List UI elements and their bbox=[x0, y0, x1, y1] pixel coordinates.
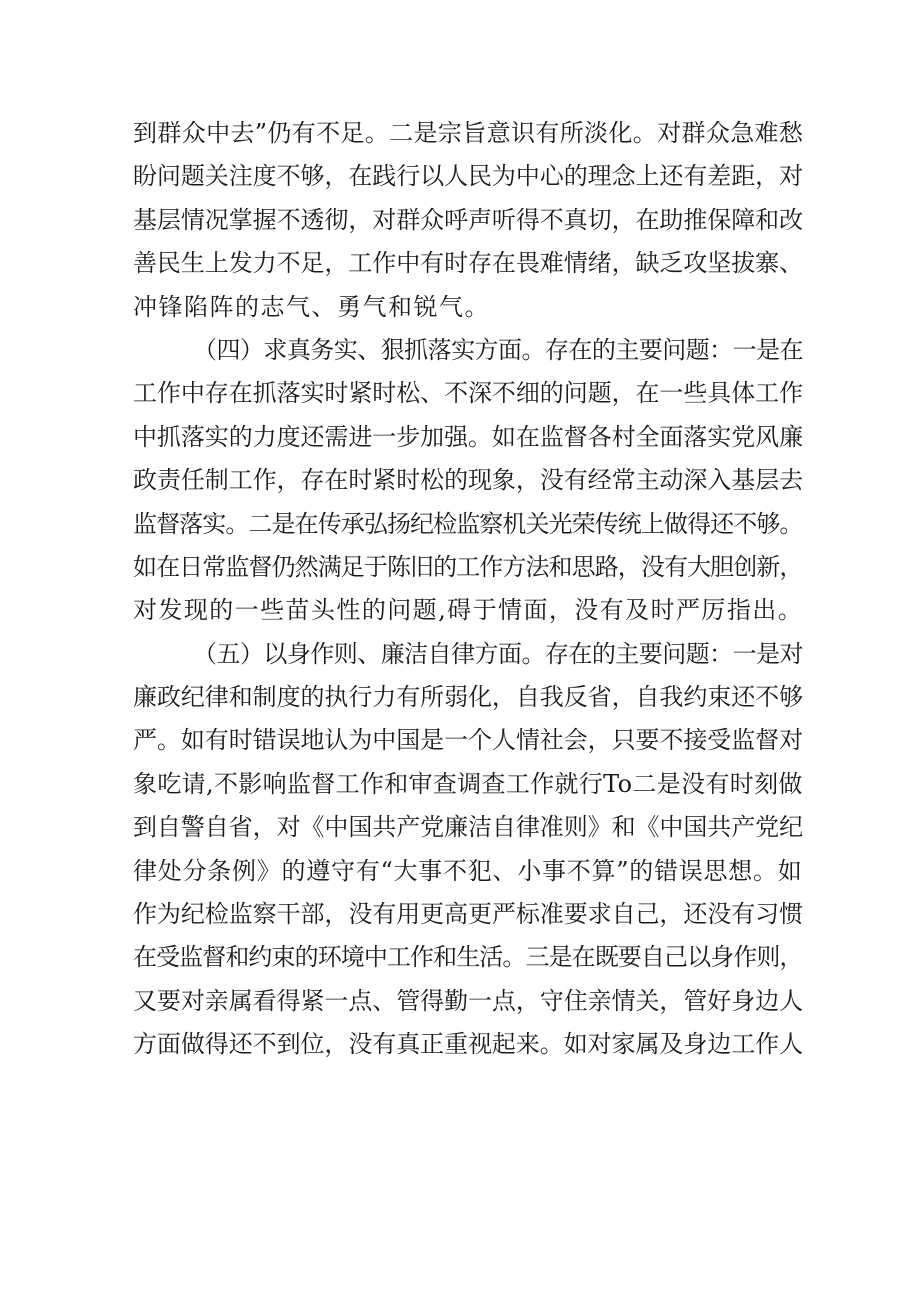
text-line: 善民生上发力不足，工作中有时存在畏难情绪，缺乏攻坚拔寨、 bbox=[133, 249, 803, 278]
text-line: 律处分条例》的遵守有“大事不犯、小事不算”的错误思想。如 bbox=[133, 856, 803, 885]
text-line: 基层情况掌握不透彻，对群众呼声听得不真切，在助推保障和改 bbox=[133, 205, 803, 234]
body-text bbox=[133, 112, 803, 1067]
text-line: 方面做得还不到位，没有真正重视起来。如对家属及身边工作人 bbox=[133, 1030, 803, 1059]
text-line: 监督落实。二是在传承弘扬纪检监察机关光荣传统上做得还不够。 bbox=[133, 509, 803, 538]
text-line: 如在日常监督仍然满足于陈旧的工作方法和思路，没有大胆创新， bbox=[133, 552, 803, 581]
text-line: 严。如有时错误地认为中国是一个人情社会，只要不接受监督对 bbox=[133, 726, 803, 755]
text-line: 又要对亲属看得紧一点、管得勤一点，守住亲情关，管好身边人 bbox=[133, 986, 803, 1015]
text-line: 到自警自省，对《中国共产党廉洁自律准则》和《中国共产党纪 bbox=[133, 813, 803, 842]
text-line: 象吃请,不影响监督工作和审查调查工作就行To二是没有时刻做 bbox=[133, 769, 803, 798]
paragraph-start-line: （五）以身作则、廉洁自律方面。存在的主要问题：一是对 bbox=[193, 639, 803, 668]
text-line: 在受监督和约束的环境中工作和生活。三是在既要自己以身作则， bbox=[133, 943, 803, 972]
text-line: 对发现的一些苗头性的问题,碍于情面，没有及时严厉指出。 bbox=[133, 596, 804, 625]
text-line: 盼问题关注度不够，在践行以人民为中心的理念上还有差距，对 bbox=[133, 162, 803, 191]
text-line: 冲锋陷阵的志气、勇气和锐气。 bbox=[133, 292, 490, 321]
paragraph-start-line: （四）求真务实、狠抓落实方面。存在的主要问题：一是在 bbox=[193, 335, 803, 364]
text-line: 中抓落实的力度还需进一步加强。如在监督各村全面落实党风廉 bbox=[133, 422, 803, 451]
text-line: 政责任制工作，存在时紧时松的现象，没有经常主动深入基层去 bbox=[133, 466, 803, 495]
text-line: 廉政纪律和制度的执行力有所弱化，自我反省，自我约束还不够 bbox=[133, 683, 803, 712]
text-line: 作为纪检监察干部，没有用更高更严标准要求自己，还没有习惯 bbox=[133, 900, 803, 929]
text-line: 到群众中去”仍有不足。二是宗旨意识有所淡化。对群众急难愁 bbox=[133, 119, 804, 147]
text-line: 工作中存在抓落实时紧时松、不深不细的问题，在一些具体工作 bbox=[133, 379, 803, 408]
